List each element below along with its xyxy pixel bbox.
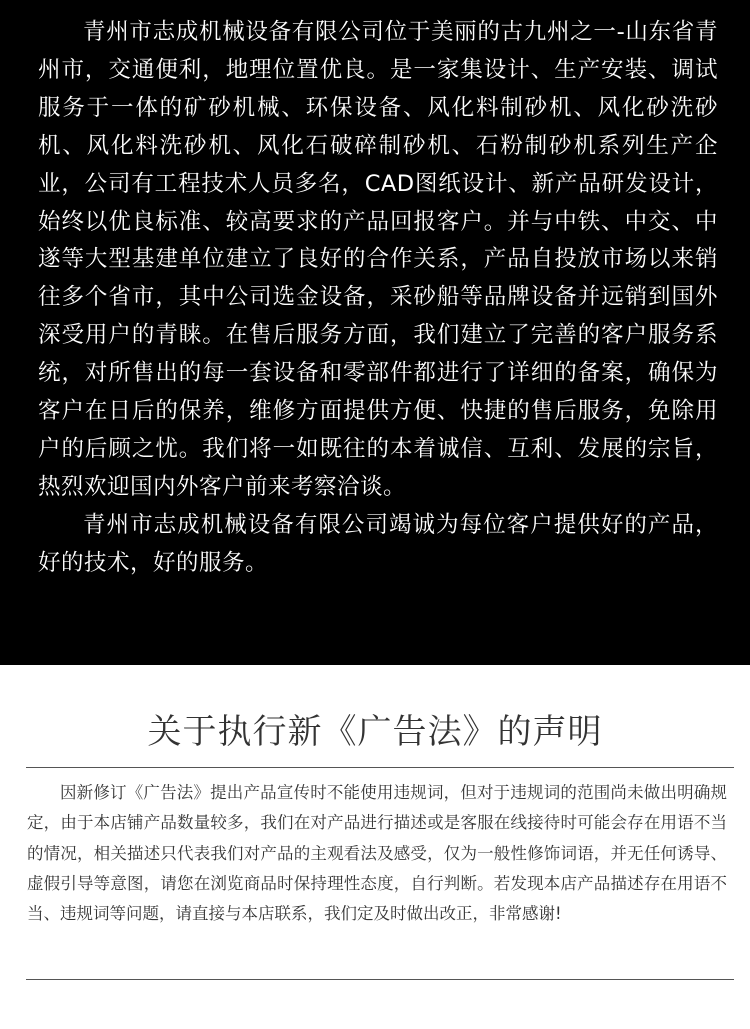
notice-bottom-divider [26, 979, 734, 980]
intro-paragraph-service-commitment: 青州市志成机械设备有限公司竭诚为每位客户提供好的产品，好的技术，好的服务。 [38, 511, 718, 576]
notice-top-divider [26, 767, 734, 768]
advertising-law-notice-section [0, 665, 750, 1029]
intro-paragraph-company-profile: 青州市志成机械设备有限公司位于美丽的古九州之一-山东省青州市，交通便利，地理位置优良。是一家集设计、生产安装、调试服务于一体的矿砂机械、环保设备、风化料制砂机、风化砂洗砂机、风化料洗砂机、风化石破碎制砂机、石粉制砂机系列生产企业，公司有工程技术人员多名，CAD图纸设计、新产品研发设计，始终以优良标准、较高要求的产品回报客户。并与中铁、中交、中遂等大型基建单位建立了良好的合作关系，产品自投放市场以来销往多个省市，其中公司选金设备，采砂船等品牌设备并远销到国外深受用户的青睐。在售后服务方面，我们建立了完善的客户服务系统，对所售出的每一套设备和零部件都进行了详细的备案，确保为客户在日后的保养，维修方面提供方便、快捷的售后服务，免除用户的后顾之忧。我们将一如既往的本着诚信、互利、发展的宗旨，热烈欢迎国内外客户前来考察洽谈。 [38, 19, 718, 500]
notice-title: 关于执行新《广告法》的声明 [147, 712, 603, 752]
notice-body [27, 778, 727, 929]
notice-body-text: 因新修订《广告法》提出产品宣传时不能使用违规词，但对于违规词的范围尚未做出明确规定，由于本店铺产品数量较多，我们在对产品进行描述或是客服在线接待时可能会存在用语不当的情况，相关描述只代表我们对产品的主观看法及感受，仅为一般性修饰词语，并无任何诱导、虚假引导等意图，请您在浏览商品时保持理性态度，自行判断。若发现本店产品描述存在用语不当、违规词等问题，请直接与本店联系，我们定及时做出改正，非常感谢! [27, 783, 727, 924]
company-intro-text [38, 14, 718, 583]
